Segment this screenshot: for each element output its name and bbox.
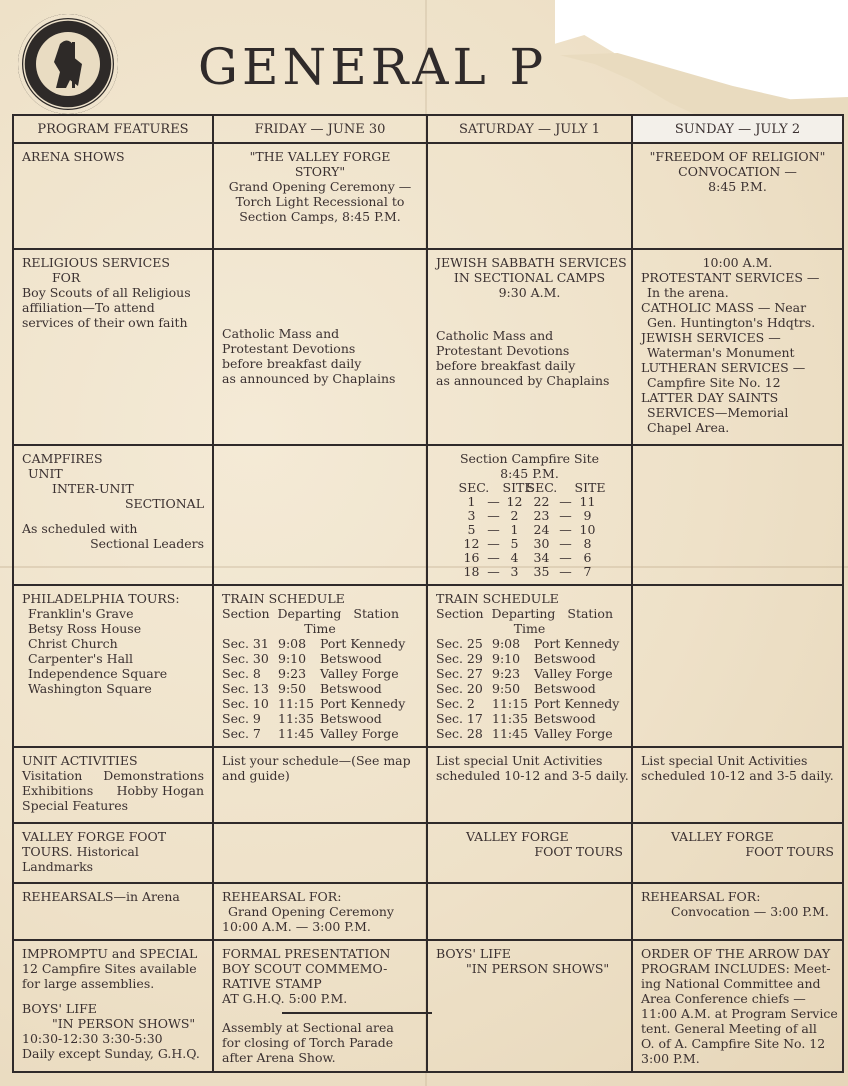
table-row <box>13 445 843 585</box>
train-cell: 9:08 <box>278 636 307 651</box>
train-schedule-row <box>436 651 623 666</box>
saturday-cell: List special Unit Activities scheduled 10-12 and 3-5 daily. <box>427 747 632 823</box>
feature-cell: ARENA SHOWS <box>13 143 213 249</box>
divider <box>282 1012 432 1014</box>
campfire-cell: 23 <box>533 508 550 523</box>
train-cell: 9:23 <box>278 666 307 681</box>
campfire-site-row <box>436 551 623 565</box>
campfire-cell: — <box>559 536 572 551</box>
column-header: FRIDAY — JUNE 30 <box>213 115 427 143</box>
campfire-cell: — <box>487 536 500 551</box>
campfire-cell: 9 <box>583 508 592 523</box>
train-cell: Sec. 10 <box>222 696 269 711</box>
campfire-cell: 6 <box>583 550 592 565</box>
campfire-cell: 34 <box>533 550 550 565</box>
train-schedule-row <box>436 711 623 726</box>
train-cell: 11:35 <box>492 711 529 726</box>
saturday-cell: Section Campfire Site 8:45 P.M. SEC. SITE SEC. SITE 1 — 12 22 — 11 3 — 2 23 — 9 5 — 1 24 — 10 12 — 5 30 — 8 16 — 4 34 — 6 18 — 3 35 — 7 <box>427 445 632 585</box>
friday-cell: List your schedule—(See map and guide) <box>213 747 427 823</box>
campfire-cell: 3 <box>510 564 519 579</box>
train-cell: Valley Forge <box>320 666 399 681</box>
sunday-cell: 10:00 A.M. PROTESTANT SERVICES — In the arena. CATHOLIC MASS — Near Gen. Huntington's Hdqtrs. JEWISH SERVICES — Waterman's Monument LUTHERAN SERVICES — Campfire Site No. 12 LATTER DAY SAINTS SERVICES—Memorial Chapel Area. <box>632 249 843 445</box>
train-cell: 9:50 <box>278 681 307 696</box>
table-row <box>13 249 843 445</box>
table-row <box>13 747 843 823</box>
train-schedule-row <box>222 636 418 651</box>
campfire-site-row <box>436 523 623 537</box>
train-cell: Sec. 25 <box>436 636 483 651</box>
campfire-cell: 18 <box>463 564 480 579</box>
page-title: GENERAL P <box>198 38 548 96</box>
campfire-site-row <box>436 565 623 579</box>
sunday-cell: ORDER OF THE ARROW DAY PROGRAM INCLUDES: Meet- ing National Committee and Area Conference chiefs — 11:00 A.M. at Program Service tent. General Meeting of all O. of A. Campfire Site No. 12 3:00 P.M. <box>632 940 843 1072</box>
train-cell: Sec. 30 <box>222 651 269 666</box>
friday-cell <box>213 445 427 585</box>
scout-figure-icon <box>18 14 118 114</box>
saturday-cell <box>427 883 632 940</box>
sunday-cell: VALLEY FORGE FOOT TOURS <box>632 823 843 883</box>
sunday-cell: "FREEDOM OF RELIGION" CONVOCATION — 8:45 P.M. <box>632 143 843 249</box>
feature-cell: UNIT ACTIVITIES Visitation Demonstrations Exhibitions Hobby Hogan Special Features <box>13 747 213 823</box>
campfire-site-row <box>436 537 623 551</box>
column-header: SATURDAY — JULY 1 <box>427 115 632 143</box>
campfire-cell: — <box>559 550 572 565</box>
table-row <box>13 585 843 747</box>
campfire-cell: — <box>559 522 572 537</box>
train-schedule-row <box>436 666 623 681</box>
campfire-cell: 12 <box>463 536 480 551</box>
train-cell: 9:10 <box>492 651 521 666</box>
train-cell: Sec. 13 <box>222 681 269 696</box>
train-schedule-row <box>222 666 418 681</box>
table-row <box>13 883 843 940</box>
train-cell: Sec. 2 <box>436 696 475 711</box>
friday-cell: FORMAL PRESENTATION BOY SCOUT COMMEMO- RATIVE STAMP AT G.H.Q. 5:00 P.M. Assembly at Sectional area for closing of Torch Parade after Arena Show. <box>213 940 427 1072</box>
train-cell: Valley Forge <box>534 666 613 681</box>
train-cell: Sec. 9 <box>222 711 261 726</box>
train-cell: Port Kennedy <box>320 696 406 711</box>
campfire-cell: 3 <box>467 508 476 523</box>
train-cell: 11:15 <box>492 696 529 711</box>
train-schedule-row <box>222 696 418 711</box>
campfire-cell: — <box>487 564 500 579</box>
train-cell: Valley Forge <box>320 726 399 741</box>
campfire-cell: 16 <box>463 550 480 565</box>
campfire-cell: 7 <box>583 564 592 579</box>
train-cell: 9:08 <box>492 636 521 651</box>
feature-cell: PHILADELPHIA TOURS: Franklin's Grave Betsy Ross House Christ Church Carpenter's Hall Independence Square Washington Square <box>13 585 213 747</box>
program-table <box>12 114 844 1073</box>
campfire-cell: 11 <box>579 494 596 509</box>
table-row <box>13 940 843 1072</box>
campfire-cell: 5 <box>467 522 476 537</box>
campfire-site-row <box>436 509 623 523</box>
campfire-cell: 4 <box>510 550 519 565</box>
table-row <box>13 823 843 883</box>
header-row <box>13 115 843 143</box>
friday-cell: REHEARSAL FOR: Grand Opening Ceremony 10:00 A.M. — 3:00 P.M. <box>213 883 427 940</box>
friday-cell <box>213 823 427 883</box>
sunday-cell <box>632 585 843 747</box>
column-header: SUNDAY — JULY 2 <box>632 115 843 143</box>
campfire-site-row <box>436 495 623 509</box>
campfire-cell: 8 <box>583 536 592 551</box>
campfire-cell: — <box>559 564 572 579</box>
saturday-cell <box>427 143 632 249</box>
train-schedule-row <box>436 726 623 741</box>
friday-cell: TRAIN SCHEDULE Section Departing Station Time Sec. 31 9:08 Port Kennedy Sec. 30 9:10 Betswood Sec. 8 9:23 Valley Forge Sec. 13 9:50 Betswood Sec. 10 11:15 Port Kennedy Sec. 9 11:35 Betswood Sec. 7 11:45 Valley Forge <box>213 585 427 747</box>
train-schedule-row <box>222 681 418 696</box>
friday-cell: Catholic Mass and Protestant Devotions before breakfast daily as announced by Chaplains <box>213 249 427 445</box>
campfire-cell: 10 <box>579 522 596 537</box>
feature-cell: IMPROMPTU and SPECIAL 12 Campfire Sites available for large assemblies. BOYS' LIFE "IN PERSON SHOWS" 10:30-12:30 3:30-5:30 Daily except Sunday, G.H.Q. <box>13 940 213 1072</box>
feature-cell: RELIGIOUS SERVICES FOR Boy Scouts of all Religious affiliation—To attend services of their own faith <box>13 249 213 445</box>
sunday-cell: REHEARSAL FOR: Convocation — 3:00 P.M. <box>632 883 843 940</box>
train-cell: Sec. 20 <box>436 681 483 696</box>
train-cell: 11:35 <box>278 711 315 726</box>
train-cell: Betswood <box>534 651 596 666</box>
train-cell: 11:45 <box>278 726 315 741</box>
saturday-cell: BOYS' LIFE "IN PERSON SHOWS" <box>427 940 632 1072</box>
campfire-cell: 22 <box>533 494 550 509</box>
saturday-cell: VALLEY FORGE FOOT TOURS <box>427 823 632 883</box>
train-cell: 9:23 <box>492 666 521 681</box>
train-cell: Port Kennedy <box>320 636 406 651</box>
friday-cell: "THE VALLEY FORGE STORY" Grand Opening Ceremony — Torch Light Recessional to Section Camps, 8:45 P.M. <box>213 143 427 249</box>
saturday-cell: TRAIN SCHEDULE Section Departing Station Time Sec. 25 9:08 Port Kennedy Sec. 29 9:10 Betswood Sec. 27 9:23 Valley Forge Sec. 20 9:50 Betswood Sec. 2 11:15 Port Kennedy Sec. 17 11:35 Betswood Sec. 28 11:45 Valley Forge <box>427 585 632 747</box>
train-cell: Valley Forge <box>534 726 613 741</box>
train-cell: Betswood <box>320 711 382 726</box>
train-cell: Port Kennedy <box>534 696 620 711</box>
train-cell: 11:45 <box>492 726 529 741</box>
campfire-cell: 35 <box>533 564 550 579</box>
train-cell: Sec. 31 <box>222 636 269 651</box>
campfire-cell: 1 <box>467 494 476 509</box>
table-row <box>13 143 843 249</box>
train-cell: 9:10 <box>278 651 307 666</box>
campfire-cell: — <box>487 522 500 537</box>
train-schedule-row <box>436 681 623 696</box>
train-schedule-row <box>222 726 418 741</box>
campfire-cell: — <box>487 550 500 565</box>
campfire-cell: 30 <box>533 536 550 551</box>
train-schedule-row <box>436 636 623 651</box>
train-cell: Sec. 7 <box>222 726 261 741</box>
train-cell: Sec. 28 <box>436 726 483 741</box>
feature-cell: REHEARSALS—in Arena <box>13 883 213 940</box>
campfire-cell: 12 <box>506 494 523 509</box>
train-cell: Sec. 29 <box>436 651 483 666</box>
train-cell: Betswood <box>320 681 382 696</box>
train-schedule-row <box>222 711 418 726</box>
train-cell: Betswood <box>534 681 596 696</box>
feature-cell: CAMPFIRES UNIT INTER-UNIT SECTIONAL As scheduled with Sectional Leaders <box>13 445 213 585</box>
campfire-cell: 2 <box>510 508 519 523</box>
campfire-cell: — <box>487 494 500 509</box>
sunday-cell <box>632 445 843 585</box>
campfire-cell: 5 <box>510 536 519 551</box>
campfire-site-table: SEC. SITE SEC. SITE <box>458 480 606 495</box>
train-cell: Betswood <box>320 651 382 666</box>
jamboree-seal <box>18 14 118 114</box>
train-cell: 9:50 <box>492 681 521 696</box>
train-cell: Sec. 27 <box>436 666 483 681</box>
train-cell: Betswood <box>534 711 596 726</box>
sunday-cell: List special Unit Activities scheduled 10-12 and 3-5 daily. <box>632 747 843 823</box>
campfire-cell: — <box>487 508 500 523</box>
train-cell: Port Kennedy <box>534 636 620 651</box>
campfire-cell: 24 <box>533 522 550 537</box>
train-cell: 11:15 <box>278 696 315 711</box>
train-cell: Sec. 17 <box>436 711 483 726</box>
train-cell: Sec. 8 <box>222 666 261 681</box>
saturday-cell: JEWISH SABBATH SERVICES IN SECTIONAL CAMPS 9:30 A.M. Catholic Mass and Protestant Devotions before breakfast daily as announced by Chaplains <box>427 249 632 445</box>
campfire-cell: — <box>559 508 572 523</box>
campfire-cell: — <box>559 494 572 509</box>
column-header: PROGRAM FEATURES <box>13 115 213 143</box>
feature-cell: VALLEY FORGE FOOT TOURS. Historical Landmarks <box>13 823 213 883</box>
campfire-cell: 1 <box>510 522 519 537</box>
train-schedule-row <box>436 696 623 711</box>
train-schedule-row <box>222 651 418 666</box>
